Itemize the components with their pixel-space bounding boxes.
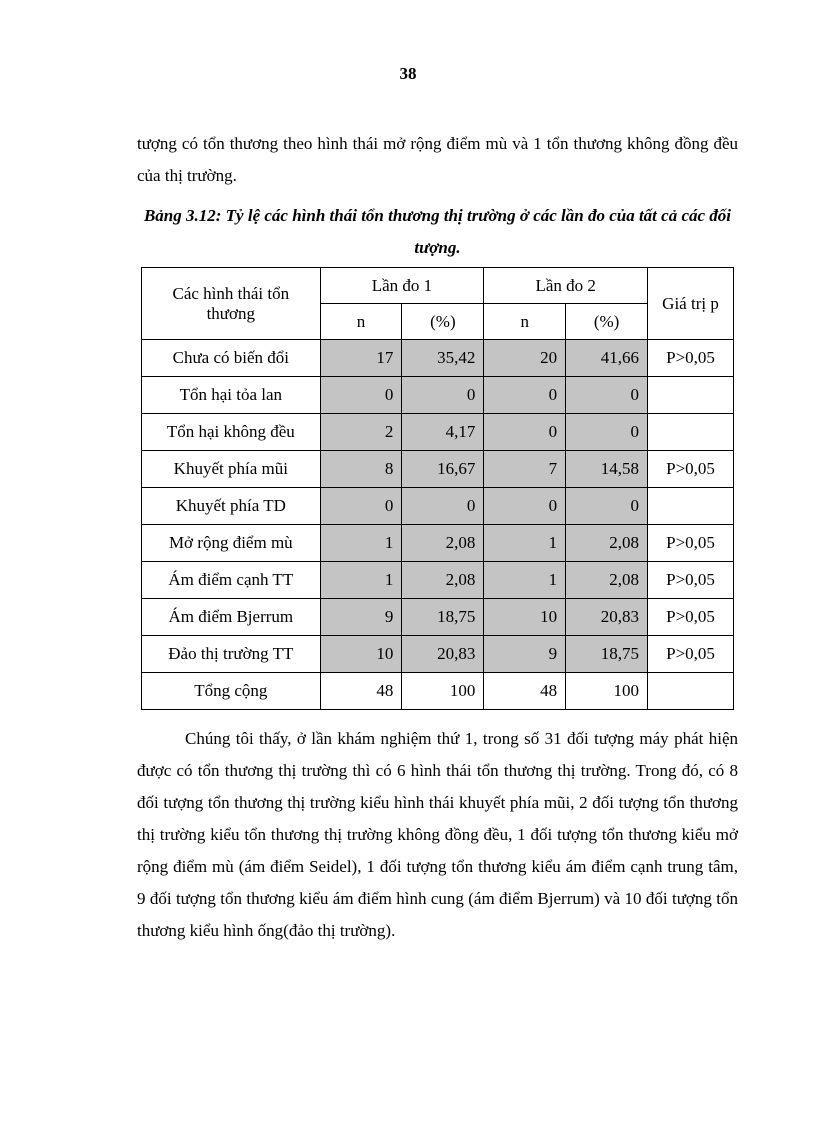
page-number: 38: [399, 64, 417, 83]
cell-p2: 2,08: [566, 525, 648, 562]
cell-pvalue: P>0,05: [648, 451, 734, 488]
cell-n1: 1: [320, 525, 402, 562]
cell-n2: 0: [484, 377, 566, 414]
row-label: Mở rộng điểm mù: [142, 525, 321, 562]
row-label: Chưa có biến đổi: [142, 340, 321, 377]
row-label: Khuyết phía mũi: [142, 451, 321, 488]
cell-p2: 0: [566, 414, 648, 451]
cell-pvalue: P>0,05: [648, 525, 734, 562]
cell-p2: 41,66: [566, 340, 648, 377]
cell-n1: 9: [320, 599, 402, 636]
cell-p2: 0: [566, 488, 648, 525]
cell-pvalue: [648, 414, 734, 451]
body-text: Chúng tôi thấy, ở lần khám nghiệm thứ 1, trong số 31 đối tượng máy phát hiện được có tổn thương thị trường thì có 6 hình thái tổn thương thị trường. Trong đó, có 8 đối tượng tổn thương thị trường kiểu hình thái khuyết phía mũi, 2 đối tượng tổn thương thị trường kiểu tổn thương thị trường không đồng đều, 1 đối tượng tổn thương kiểu mở rộng điểm mù (ám điểm Seidel), 1 đối tượng tổn thương kiểu ám điểm cạnh trung tâm, 9 đối tượng tổn thương kiểu ám điểm hình cung (ám điểm Bjerrum) và 10 đối tượng tổn thương kiểu hình ống(đảo thị trường).: [137, 729, 738, 940]
cell-p1: 0: [402, 377, 484, 414]
row-label: Tổn hại tỏa lan: [142, 377, 321, 414]
intro-paragraph: [137, 128, 738, 192]
total-label: Tổng cộng: [142, 673, 321, 710]
cell-pvalue: P>0,05: [648, 636, 734, 673]
table-row: [142, 636, 734, 673]
cell-p2: 0: [566, 377, 648, 414]
intro-text: tượng có tổn thương theo hình thái mở rộng điểm mù và 1 tổn thương không đồng đều của thị trường.: [137, 134, 738, 185]
header-measure-2: Lần đo 2: [484, 268, 648, 304]
cell-n2: 9: [484, 636, 566, 673]
cell-n2: 20: [484, 340, 566, 377]
row-label: Tổn hại không đều: [142, 414, 321, 451]
header-n-1: n: [320, 304, 402, 340]
total-p2: 100: [566, 673, 648, 710]
row-label: Ám điểm Bjerrum: [142, 599, 321, 636]
table-header-row-1: [142, 268, 734, 304]
cell-n2: 10: [484, 599, 566, 636]
table-row: [142, 562, 734, 599]
table-row: [142, 340, 734, 377]
header-percent-2: (%): [566, 304, 648, 340]
table-row: [142, 488, 734, 525]
table-row: [142, 525, 734, 562]
cell-n2: 1: [484, 525, 566, 562]
cell-p1: 0: [402, 488, 484, 525]
cell-n1: 8: [320, 451, 402, 488]
cell-p1: 16,67: [402, 451, 484, 488]
cell-p1: 20,83: [402, 636, 484, 673]
total-n2: 48: [484, 673, 566, 710]
cell-pvalue: P>0,05: [648, 562, 734, 599]
table-body: [142, 340, 734, 673]
table-row: [142, 414, 734, 451]
total-pvalue: [648, 673, 734, 710]
cell-pvalue: [648, 488, 734, 525]
table-row: [142, 599, 734, 636]
cell-n1: 1: [320, 562, 402, 599]
table-row: [142, 451, 734, 488]
cell-pvalue: P>0,05: [648, 599, 734, 636]
cell-p2: 18,75: [566, 636, 648, 673]
header-pvalue: Giá trị p: [648, 268, 734, 340]
body-paragraph: [137, 723, 738, 947]
header-category: Các hình thái tổn thương: [142, 268, 321, 340]
cell-n2: 1: [484, 562, 566, 599]
data-table: [141, 267, 734, 710]
cell-p1: 4,17: [402, 414, 484, 451]
cell-p1: 2,08: [402, 525, 484, 562]
table-caption: Bảng 3.12: Tỷ lệ các hình thái tổn thương thị trường ở các lần đo của tất cả các đối tượng.: [143, 206, 732, 257]
cell-n1: 0: [320, 377, 402, 414]
cell-pvalue: [648, 377, 734, 414]
cell-n1: 17: [320, 340, 402, 377]
table-row: [142, 377, 734, 414]
cell-p2: 20,83: [566, 599, 648, 636]
header-measure-1: Lần đo 1: [320, 268, 484, 304]
cell-pvalue: P>0,05: [648, 340, 734, 377]
cell-n1: 2: [320, 414, 402, 451]
cell-p1: 2,08: [402, 562, 484, 599]
cell-p1: 18,75: [402, 599, 484, 636]
table-total-row: [142, 673, 734, 710]
cell-n1: 0: [320, 488, 402, 525]
cell-n2: 7: [484, 451, 566, 488]
cell-n2: 0: [484, 488, 566, 525]
cell-n2: 0: [484, 414, 566, 451]
row-label: Ám điểm cạnh TT: [142, 562, 321, 599]
cell-p2: 2,08: [566, 562, 648, 599]
header-percent-1: (%): [402, 304, 484, 340]
total-n1: 48: [320, 673, 402, 710]
cell-p1: 35,42: [402, 340, 484, 377]
cell-n1: 10: [320, 636, 402, 673]
row-label: Khuyết phía TD: [142, 488, 321, 525]
header-n-2: n: [484, 304, 566, 340]
row-label: Đảo thị trường TT: [142, 636, 321, 673]
total-p1: 100: [402, 673, 484, 710]
cell-p2: 14,58: [566, 451, 648, 488]
